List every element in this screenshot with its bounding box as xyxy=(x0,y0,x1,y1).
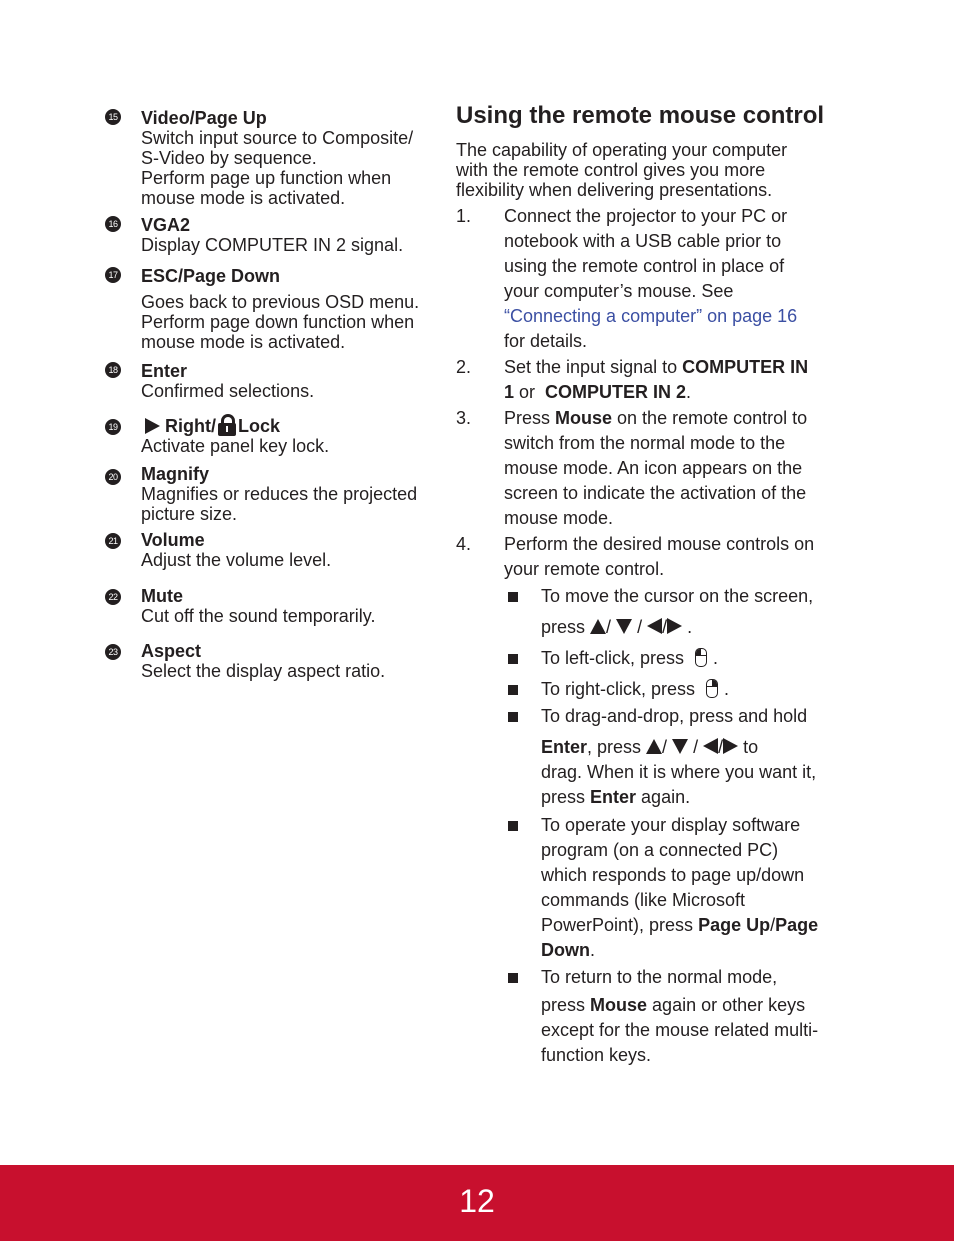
step-text: . xyxy=(686,382,692,402)
intro-line: flexibility when delivering presentations. xyxy=(456,180,773,200)
separator: / xyxy=(688,737,704,757)
up-arrow-icon xyxy=(646,739,662,754)
down-arrow-icon xyxy=(672,739,688,754)
bullet-line: To drag-and-drop, press and hold xyxy=(541,706,808,726)
down-arrow-icon xyxy=(616,619,632,634)
item-title: Magnify xyxy=(141,464,210,484)
item-title-lock: Lock xyxy=(238,416,281,436)
item-title-right: Right/ xyxy=(165,416,217,436)
bullet-text: , press xyxy=(587,737,647,757)
step-line: Perform the desired mouse controls on xyxy=(504,534,815,554)
bullet-line: which responds to page up/down xyxy=(541,865,805,885)
step-bold: COMPUTER IN 2 xyxy=(545,382,687,402)
item-desc: mouse mode is activated. xyxy=(141,188,346,208)
step-line xyxy=(504,406,849,431)
number-badge: 22 xyxy=(105,589,121,605)
item-title: Aspect xyxy=(141,641,202,661)
bullet-line: To move the cursor on the screen, xyxy=(541,586,814,606)
bullet-line: except for the mouse related multi- xyxy=(541,1020,819,1040)
lock-icon xyxy=(218,414,236,436)
item-title: Volume xyxy=(141,530,205,550)
bullet-line: function keys. xyxy=(541,1045,652,1065)
item-title: ESC/Page Down xyxy=(141,266,281,286)
intro-paragraph xyxy=(456,140,846,200)
step-line: notebook with a USB cable prior to xyxy=(504,231,782,251)
step-text: on the remote control to xyxy=(612,408,808,428)
step-number: 4. xyxy=(456,534,472,554)
bullet-text: PowerPoint), press xyxy=(541,915,699,935)
up-arrow-icon xyxy=(590,619,606,634)
separator: / xyxy=(718,737,724,757)
intro-line: The capability of operating your computer xyxy=(456,140,788,160)
bullet-text: again. xyxy=(636,787,691,807)
item-title xyxy=(145,414,451,436)
item-desc: Perform page up function when xyxy=(141,168,392,188)
right-arrow-icon xyxy=(667,618,682,634)
item-desc: Magnifies or reduces the projected xyxy=(141,484,418,504)
step-line: using the remote control in place of xyxy=(504,256,785,276)
step-line xyxy=(504,355,849,380)
step-bold: Mouse xyxy=(555,408,613,428)
step-text: or xyxy=(514,382,546,402)
number-badge: 19 xyxy=(105,419,121,435)
step-line: screen to indicate the activation of the xyxy=(504,483,807,503)
bullet-text: press xyxy=(541,995,591,1015)
right-triangle-icon xyxy=(145,418,160,434)
step-bold: COMPUTER IN xyxy=(682,357,809,377)
bullet-line: drag. When it is where you want it, xyxy=(541,762,817,782)
item-desc: Switch input source to Composite/ xyxy=(141,128,414,148)
page-number: 12 xyxy=(459,1183,495,1219)
separator: / xyxy=(662,737,668,757)
bullet-line xyxy=(541,938,856,963)
right-arrow-icon xyxy=(723,738,738,754)
left-arrow-icon xyxy=(647,618,662,634)
bullet-line: program (on a connected PC) xyxy=(541,840,779,860)
intro-line: with the remote control gives you more xyxy=(456,160,766,180)
number-badge: 16 xyxy=(105,216,121,232)
mouse-left-button-icon xyxy=(695,648,707,667)
bullet-text: . xyxy=(682,617,693,637)
square-bullet-icon xyxy=(508,685,518,695)
number-badge: 21 xyxy=(105,533,121,549)
mouse-right-button-icon xyxy=(706,679,718,698)
item-desc: Confirmed selections. xyxy=(141,381,315,401)
bullet-line xyxy=(541,785,856,810)
bullet-text: again or other keys xyxy=(647,995,806,1015)
bullet-line: To operate your display software xyxy=(541,815,801,835)
separator: / xyxy=(632,617,648,637)
bullet-text: press xyxy=(541,787,591,807)
bullet-line xyxy=(541,615,856,640)
item-desc: Perform page down function when xyxy=(141,312,415,332)
square-bullet-icon xyxy=(508,712,518,722)
bullet-line: To return to the normal mode, xyxy=(541,967,778,987)
number-badge: 15 xyxy=(105,109,121,125)
bullet-text: press xyxy=(541,617,591,637)
bullet-line xyxy=(541,993,856,1018)
bullet-bold: Page Up xyxy=(698,915,771,935)
item-desc: Display COMPUTER IN 2 signal. xyxy=(141,235,404,255)
square-bullet-icon xyxy=(508,973,518,983)
bullet-bold: Enter xyxy=(590,787,637,807)
bullet-bold: Enter xyxy=(541,737,588,757)
section-heading: Using the remote mouse control xyxy=(456,102,825,129)
step-line xyxy=(504,380,849,405)
bullet-text: to xyxy=(738,737,759,757)
square-bullet-icon xyxy=(508,592,518,602)
bullet-line xyxy=(541,735,856,760)
step-line: your remote control. xyxy=(504,559,665,579)
step-number: 2. xyxy=(456,357,472,377)
step-number: 1. xyxy=(456,206,472,226)
bullet-text: . xyxy=(724,679,730,699)
bullet-text: / xyxy=(770,915,776,935)
item-desc: Adjust the volume level. xyxy=(141,550,332,570)
step-text: Press xyxy=(504,408,556,428)
step-line: mouse mode. xyxy=(504,508,614,528)
item-desc: S-Video by sequence. xyxy=(141,148,317,168)
bullet-bold: Down xyxy=(541,940,590,960)
bullet-bold: Mouse xyxy=(590,995,648,1015)
step-line: your computer’s mouse. See xyxy=(504,281,734,301)
square-bullet-icon xyxy=(508,821,518,831)
bullet-bold: Page xyxy=(775,915,819,935)
item-desc: Select the display aspect ratio. xyxy=(141,661,386,681)
number-badge: 23 xyxy=(105,644,121,660)
step-line: mouse mode. An icon appears on the xyxy=(504,458,803,478)
item-title: VGA2 xyxy=(141,215,191,235)
item-title: Video/Page Up xyxy=(141,108,267,128)
bullet-text: . xyxy=(590,940,596,960)
item-desc: picture size. xyxy=(141,504,238,524)
step-line: for details. xyxy=(504,331,588,351)
number-badge: 18 xyxy=(105,362,121,378)
item-desc: Cut off the sound temporarily. xyxy=(141,606,376,626)
connecting-computer-link[interactable]: “Connecting a computer” on page 16 xyxy=(504,306,798,326)
number-badge: 20 xyxy=(105,469,121,485)
item-title: Mute xyxy=(141,586,183,606)
step-line: Connect the projector to your PC or xyxy=(504,206,788,226)
bullet-line xyxy=(541,913,856,938)
item-desc: Activate panel key lock. xyxy=(141,436,330,456)
left-arrow-icon xyxy=(703,738,718,754)
item-desc: mouse mode is activated. xyxy=(141,332,346,352)
step-bold: 1 xyxy=(504,382,515,402)
number-badge: 17 xyxy=(105,267,121,283)
step-text: Set the input signal to xyxy=(504,357,683,377)
step-line: switch from the normal mode to the xyxy=(504,433,786,453)
step-number: 3. xyxy=(456,408,472,428)
item-title: Enter xyxy=(141,361,188,381)
page-footer xyxy=(0,1165,954,1241)
bullet-text: To left-click, press xyxy=(541,648,690,668)
separator: / xyxy=(606,617,612,637)
bullet-line: commands (like Microsoft xyxy=(541,890,746,910)
bullet-text: To right-click, press xyxy=(541,679,701,699)
bullet-text: . xyxy=(713,648,719,668)
separator: / xyxy=(662,617,668,637)
square-bullet-icon xyxy=(508,654,518,664)
item-desc: Goes back to previous OSD menu. xyxy=(141,292,420,312)
